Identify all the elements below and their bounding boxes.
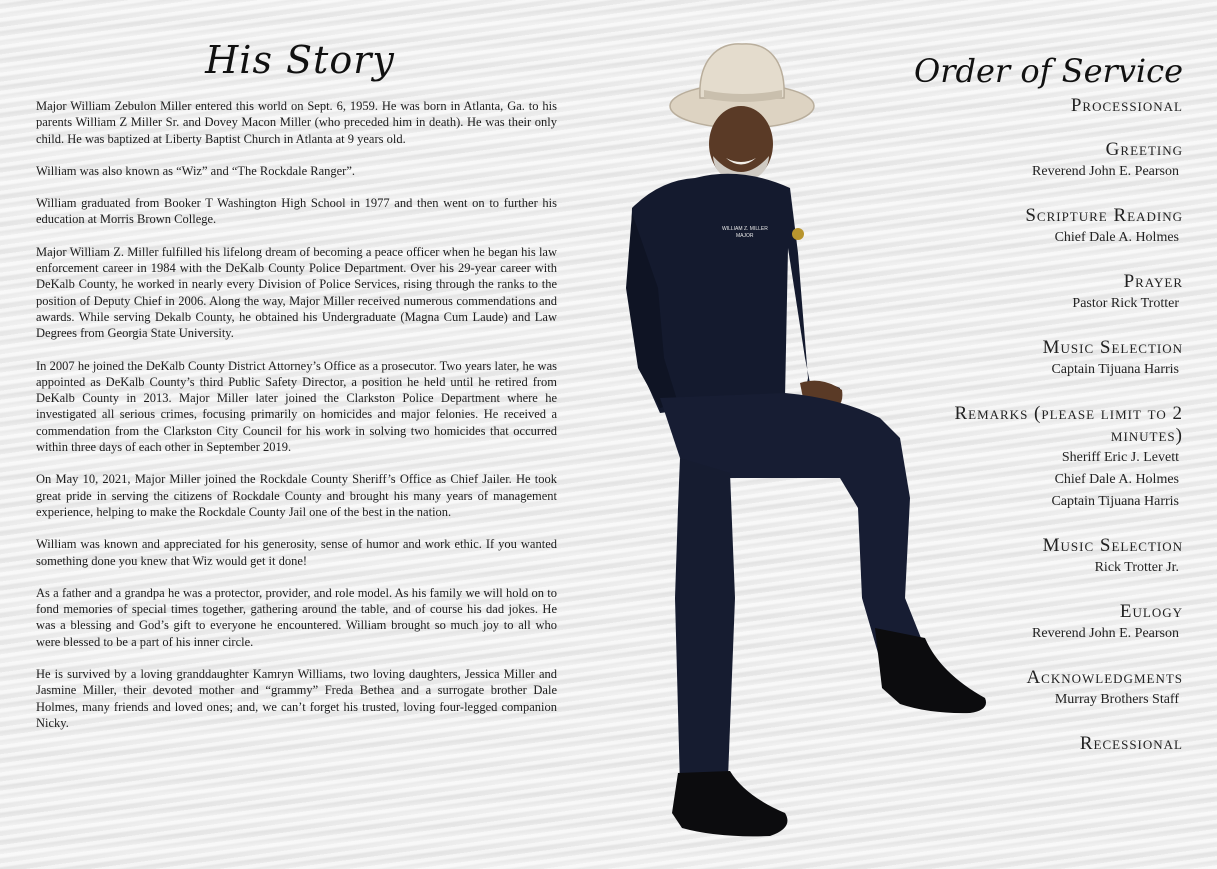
service-participant: Pastor Rick Trotter <box>1072 296 1179 311</box>
boot-standing <box>672 771 787 836</box>
story-body <box>36 98 557 747</box>
service-item <box>883 667 1183 711</box>
service-item <box>883 139 1183 183</box>
story-paragraph: He is survived by a loving granddaughter Kamryn Williams, two loving daughters, Jessica Miller and Jasmine Miller, their devoted mother and “grammy” Freda Bethea and a surrogate brother Dale Holmes, many friends and loved ones; and, we can’t forget his trusted, loving four-legged companion Nicky. <box>36 667 557 730</box>
service-participant: Reverend John E. Pearson <box>1032 164 1179 179</box>
jacket-rank: MAJOR <box>736 233 754 239</box>
service-item <box>883 403 1183 513</box>
story-title: His Story <box>205 38 395 82</box>
service-heading: Music Selection <box>1042 337 1183 358</box>
badge-icon <box>792 228 804 240</box>
service-item <box>883 733 1183 755</box>
service-heading: Eulogy <box>1119 601 1183 622</box>
service-participant: Rick Trotter Jr. <box>1094 560 1179 575</box>
story-paragraph: As a father and a grandpa he was a protector, provider, and role model. As his family we will hold on to fond memories of special times together, gathering around the table, and of course his dad jokes. He was a blessing and God’s gift to everyone he encountered. William brought so much joy to all who were blessed to be a part of his inner circle. <box>36 585 557 649</box>
service-item <box>883 205 1183 249</box>
service-heading: Acknowledgments <box>1026 667 1183 688</box>
service-participant: Reverend John E. Pearson <box>1032 626 1179 641</box>
service-heading: Scripture Reading <box>1025 205 1183 226</box>
standing-leg <box>675 458 735 786</box>
story-paragraph: Major William Zebulon Miller entered this world on Sept. 6, 1959. He was born in Atlanta, Ga. to his parents William Z Miller Sr. and Dovey Macon Miller (who preceded him in death). He was their only child. He was baptized at Liberty Baptist Church in Atlanta at 9 years old. <box>36 99 557 146</box>
service-heading: Prayer <box>1123 271 1183 292</box>
story-paragraph: On May 10, 2021, Major Miller joined the Rockdale County Sheriff’s Office as Chief Jailer. He took great pride in serving the citizens of Rockdale County and brought his many years of management experience, helping to make the Rockdale County Jail one of the best in the nation. <box>36 472 557 519</box>
service-heading: Remarks (please limit to 2 minutes) <box>954 403 1183 446</box>
hat-crown <box>700 44 784 98</box>
service-item <box>883 535 1183 579</box>
service-participant: Captain Tijuana Harris <box>1051 362 1179 377</box>
service-heading: Processional <box>1070 95 1183 116</box>
service-heading: Recessional <box>1079 733 1183 754</box>
service-participant: Chief Dale A. Holmes <box>1054 472 1179 487</box>
service-item <box>883 337 1183 381</box>
service-participant: Sheriff Eric J. Levett <box>1061 450 1179 465</box>
order-of-service-title: Order of Service <box>913 52 1183 90</box>
service-item <box>883 601 1183 645</box>
service-participant: Murray Brothers Staff <box>1054 692 1179 707</box>
service-heading: Music Selection <box>1042 535 1183 556</box>
service-item <box>883 95 1183 117</box>
jacket-name: WILLIAM Z. MILLER <box>722 226 768 232</box>
story-paragraph: William was also known as “Wiz” and “The Rockdale Ranger”. <box>36 163 356 178</box>
story-paragraph: William graduated from Booker T Washington High School in 1977 and then went on to further his education at Morris Brown College. <box>36 196 557 227</box>
service-participant: Captain Tijuana Harris <box>1051 494 1179 509</box>
service-heading: Greeting <box>1105 139 1183 160</box>
story-paragraph: Major William Z. Miller fulfilled his lifelong dream of becoming a peace officer when he began his law enforcement career in 1984 with the DeKalb County Police Department. Over his 29-year career with DeKalb County, he worked in nearly every Division of Police Services, rising through the ranks to the position of Deputy Chief in 2006. Along the way, Major Miller received numerous commendations and awards. While serving Dekalb County, he obtained his Undergraduate (Magna Cum Laude) and Law Degrees from Georgia State University. <box>36 244 557 341</box>
service-item <box>883 271 1183 315</box>
story-paragraph: William was known and appreciated for his generosity, sense of humor and work ethic. If you wanted something done you knew that Wiz would get it done! <box>36 537 557 568</box>
service-participant: Chief Dale A. Holmes <box>1054 230 1179 245</box>
order-of-service <box>883 95 1183 777</box>
story-paragraph: In 2007 he joined the DeKalb County District Attorney’s Office as a prosecutor. Two years later, he was appointed as DeKalb County’s third Public Safety Director, a position he held until he retired from DeKalb County in 2013. Major Miller later joined the Clarkston Police Department where he investigated all serious crimes, focusing primarily on homicides and major felonies. He received a commendation from the Clarkston City Council for his work in solving two homicides that occurred within three days of each other in September 2019. <box>36 358 557 455</box>
